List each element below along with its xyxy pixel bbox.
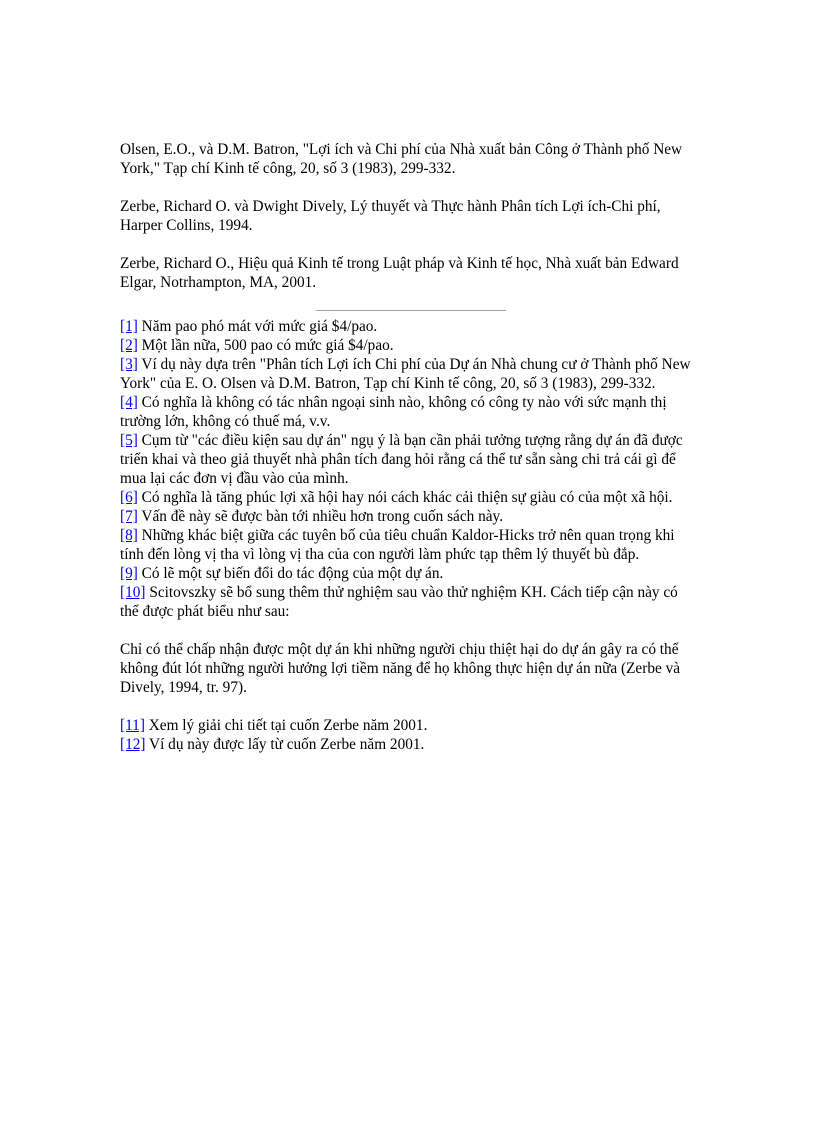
footnote-10	[120, 583, 700, 621]
footnote-link-8[interactable]: [8]	[120, 527, 138, 544]
footnote-11	[120, 716, 700, 735]
footnote-7	[120, 507, 700, 526]
footnote-4	[120, 393, 700, 431]
footnote-link-10[interactable]: [10]	[120, 584, 146, 601]
footnote-text: Xem lý giải chi tiết tại cuốn Zerbe năm 2001.	[144, 717, 428, 734]
footnote-link-11[interactable]: [11]	[120, 717, 145, 734]
footnote-link-4[interactable]: [4]	[120, 394, 138, 411]
footnote-text: Ví dụ này được lấy từ cuốn Zerbe năm 2001.	[145, 736, 425, 753]
footnote-text: Cụm từ "các điều kiện sau dự án" ngụ ý là bạn cần phải tưởng tượng rằng dự án đã được triển khai và theo giả thuyết nhà phân tích đang hỏi rằng cá thể tư sẵn sàng chi trả cái gì để mua lại các đơn vị đầu vào của mình.	[120, 432, 683, 487]
footnote-5	[120, 431, 700, 488]
reference-entry: Olsen, E.O., và D.M. Batron, "Lợi ích và Chi phí của Nhà xuất bản Công ở Thành phố New York," Tạp chí Kinh tế công, 20, số 3 (1983), 299-332.	[120, 141, 683, 177]
footnote-6	[120, 488, 700, 507]
quoted-passage: Chỉ có thể chấp nhận được một dự án khi những người chịu thiệt hại do dự án gây ra có thể không đút lót những người hưởng lợi tiềm năng để họ không thực hiện dự án nữa (Zerbe và Dively, 1994, tr. 97).	[120, 641, 681, 696]
footnote-text: Có lẽ một sự biến đổi do tác động của một dự án.	[137, 565, 444, 582]
reference-entry: Zerbe, Richard O., Hiệu quả Kinh tế trong Luật pháp và Kinh tế học, Nhà xuất bản Edward Elgar, Notrhampton, MA, 2001.	[120, 255, 679, 291]
footnote-3	[120, 355, 700, 393]
footnote-link-3[interactable]: [3]	[120, 356, 138, 373]
footnote-9	[120, 564, 700, 583]
footnote-text: Có nghĩa là tăng phúc lợi xã hội hay nói cách khác cải thiện sự giàu có của một xã hội.	[137, 489, 673, 506]
footnote-text: Năm pao phó mát với mức giá $4/pao.	[137, 318, 378, 335]
footnote-link-7[interactable]: [7]	[120, 508, 138, 525]
reference-entry: Zerbe, Richard O. và Dwight Dively, Lý thuyết và Thực hành Phân tích Lợi ích-Chi phí, Harper Collins, 1994.	[120, 198, 661, 234]
footnote-text: Ví dụ này dựa trên "Phân tích Lợi ích Chi phí của Dự án Nhà chung cư ở Thành phố New York" của E. O. Olsen và D.M. Batron, Tạp chí Kinh tế công, 20, số 3 (1983), 299-332.	[120, 356, 691, 392]
footnote-text: Một lần nữa, 500 pao có mức giá $4/pao.	[137, 337, 394, 354]
footnote-link-1[interactable]: [1]	[120, 318, 138, 335]
footnote-link-5[interactable]: [5]	[120, 432, 138, 449]
footnote-1	[120, 317, 700, 336]
footnote-text: Những khác biệt giữa các tuyên bố của tiêu chuẩn Kaldor-Hicks trở nên quan trọng khi tính đến lòng vị tha vì lòng vị tha của con người làm phức tạp thêm lý thuyết bù đắp.	[120, 527, 675, 563]
footnote-text: Có nghĩa là không có tác nhân ngoại sinh nào, không có công ty nào với sức mạnh thị trường lớn, không có thuế má, v.v.	[120, 394, 667, 430]
footnote-link-9[interactable]: [9]	[120, 565, 138, 582]
footnote-12	[120, 735, 700, 754]
footnotes-section	[120, 317, 700, 754]
footnote-text: Scitovszky sẽ bổ sung thêm thử nghiệm sau vào thử nghiệm KH. Cách tiếp cận này có thể được phát biểu như sau:	[120, 584, 678, 620]
footnote-2	[120, 336, 700, 355]
document-page	[120, 140, 700, 754]
footnote-link-6[interactable]: [6]	[120, 489, 138, 506]
footnote-text: Vấn đề này sẽ được bàn tới nhiều hơn trong cuốn sách này.	[137, 508, 504, 525]
footnote-link-2[interactable]: [2]	[120, 337, 138, 354]
footnote-8	[120, 526, 700, 564]
footnote-divider	[316, 310, 506, 311]
footnote-link-12[interactable]: [12]	[120, 736, 146, 753]
